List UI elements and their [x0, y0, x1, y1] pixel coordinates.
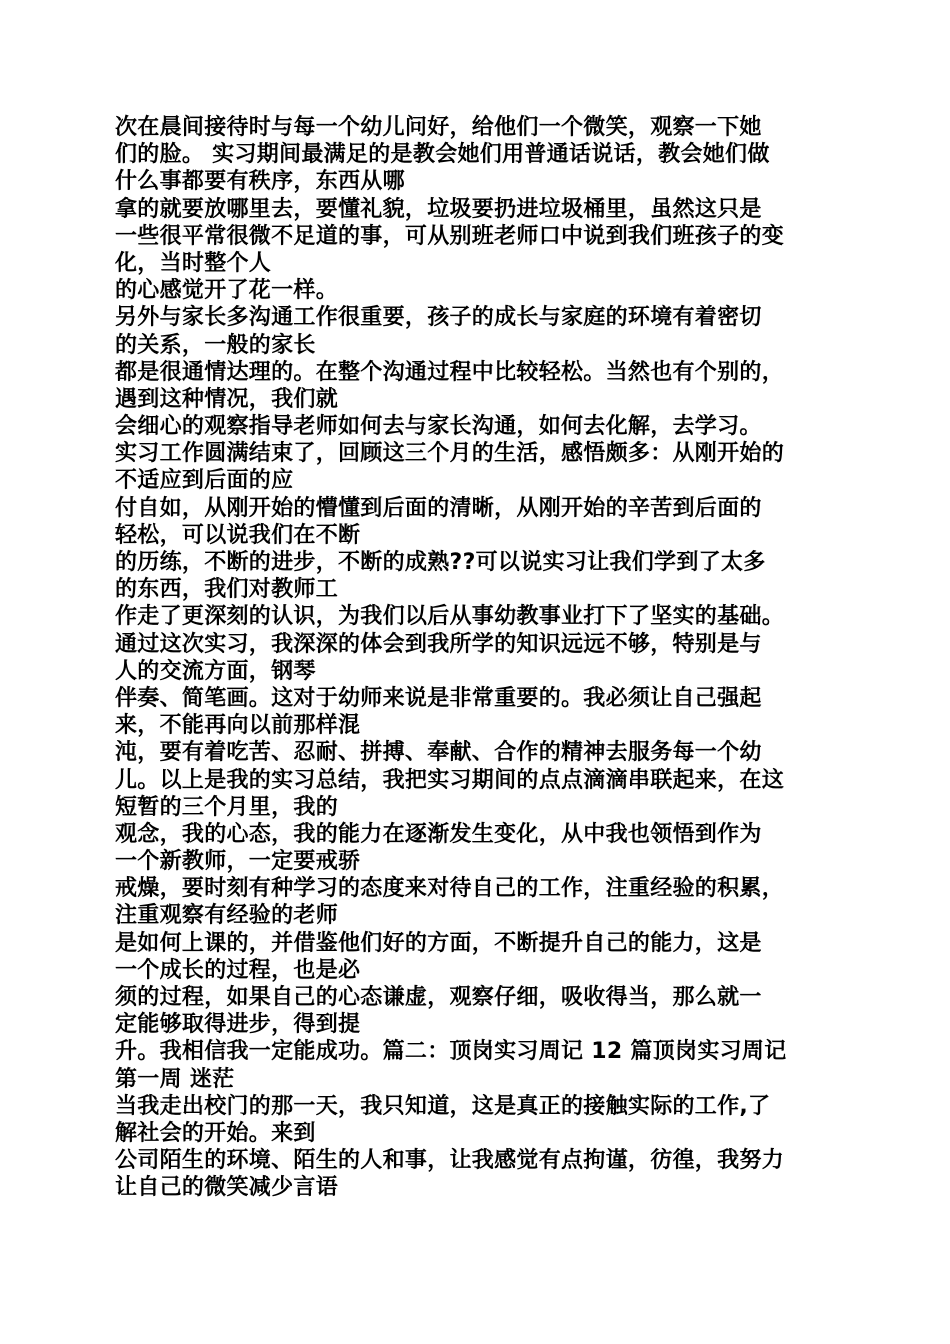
text-line: 让自己的微笑减少言语	[115, 1175, 339, 1201]
text-line: 化，当时整个人	[115, 250, 272, 276]
text-line: 的关系，一般的家长	[115, 332, 316, 358]
text-line: 实习工作圆满结束了，回顾这三个月的生活，感悟颇多：从刚开始的	[115, 441, 785, 467]
text-line: 不适应到后面的应	[115, 468, 294, 494]
text-line: 次在晨间接待时与每一个幼儿问好，给他们一个微笑，观察一下她	[115, 115, 762, 140]
document-body	[115, 114, 840, 1202]
text-line: 伴奏、简笔画。这对于幼师来说是非常重要的。我必须让自己强起	[115, 685, 762, 711]
text-line: 公司陌生的环境、陌生的人和事，让我感觉有点拘谨，彷徨，我努力	[115, 1148, 785, 1174]
text-line: 一个新教师，一定要戒骄	[115, 849, 361, 875]
text-line: 的历练，不断的进步，不断的成熟??可以说实习让我们学到了太多	[115, 550, 766, 575]
text-line: 第一周 迷茫	[115, 1066, 235, 1092]
text-line: 当我走出校门的那一天，我只知道，这是真正的接触实际的工作,了	[115, 1093, 771, 1119]
text-line: 注重观察有经验的老师	[115, 903, 339, 929]
text-line: 作走了更深刻的认识，为我们以后从事幼教事业打下了坚实的基础。	[115, 604, 785, 630]
text-line: 戒燥，要时刻有种学习的态度来对待自己的工作，注重经验的积累，	[115, 876, 785, 902]
text-line: 是如何上课的，并借鉴他们好的方面，不断提升自己的能力，这是	[115, 930, 762, 956]
text-line: 短暂的三个月里，我的	[115, 794, 339, 820]
text-line: 沌，要有着吃苦、忍耐、拼搏、奉献、合作的精神去服务每一个幼	[115, 740, 762, 766]
text-line: 会细心的观察指导老师如何去与家长沟通，如何去化解，去学习。	[115, 414, 762, 440]
text-line: 儿。以上是我的实习总结，我把实习期间的点点滴滴串联起来，在这	[115, 767, 785, 793]
text-line: 们的脸。 实习期间最满足的是教会她们用普通话说话，教会她们做	[115, 142, 770, 168]
text-line: 轻松，可以说我们在不断	[115, 522, 361, 548]
text-line: 的东西，我们对教师工	[115, 577, 339, 603]
text-line: 另外与家长多沟通工作很重要，孩子的成长与家庭的环境有着密切	[115, 305, 762, 331]
text-line: 一个成长的过程，也是必	[115, 957, 361, 983]
text-line: 人的交流方面，钢琴	[115, 658, 316, 684]
text-line: 付自如，从刚开始的懵懂到后面的清晰，从刚开始的辛苦到后面的	[115, 495, 762, 521]
text-line: 遇到这种情况，我们就	[115, 386, 339, 412]
text-line: 升。我相信我一定能成功。篇二：顶岗实习周记 12 篇顶岗实习周记	[115, 1039, 787, 1065]
text-line: 一些很平常很微不足道的事，可从别班老师口中说到我们班孩子的变	[115, 223, 785, 249]
text-line: 解社会的开始。来到	[115, 1120, 316, 1146]
text-line: 拿的就要放哪里去，要懂礼貌，垃圾要扔进垃圾桶里，虽然这只是	[115, 196, 762, 222]
text-line: 都是很通情达理的。在整个沟通过程中比较轻松。当然也有个别的，	[115, 359, 785, 385]
text-line: 定能够取得进步，得到提	[115, 1012, 361, 1038]
text-line: 通过这次实习，我深深的体会到我所学的知识远远不够，特别是与	[115, 631, 762, 657]
text-line: 的心感觉开了花一样。	[115, 278, 339, 304]
text-line: 观念，我的心态，我的能力在逐渐发生变化，从中我也领悟到作为	[115, 821, 762, 847]
text-line: 须的过程，如果自己的心态谦虚，观察仔细，吸收得当，那么就一	[115, 985, 762, 1010]
text-line: 什么事都要有秩序，东西从哪	[115, 169, 405, 195]
text-line: 来，不能再向以前那样混	[115, 713, 361, 739]
